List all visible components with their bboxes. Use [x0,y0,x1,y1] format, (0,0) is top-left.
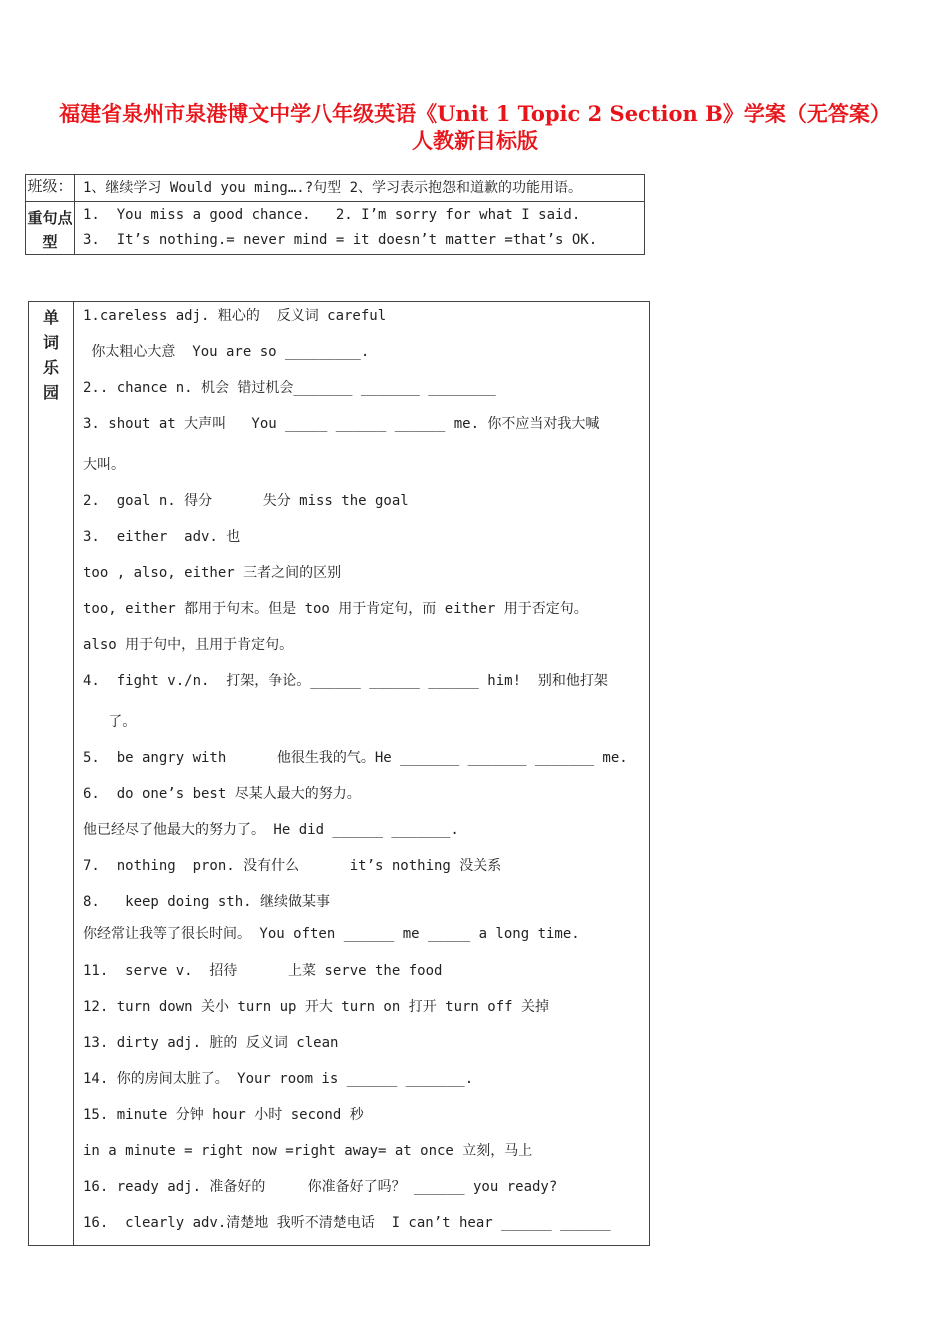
vocab-line: 14. 你的房间太脏了。 Your room is ______ _______. [83,1071,474,1087]
objectives-text [75,175,645,202]
objectives-line: 1、继续学习 Would you ming….?句型 2、学习表示抱怨和道歉的功能用语。 [83,180,583,196]
vocab-line: also 用于句中，且用于肯定句。 [83,637,294,653]
key-sentences-label: 重句点型 [26,202,75,255]
vocab-line: 2. goal n. 得分 失分 miss the goal [83,493,409,509]
vocab-line: 16. ready adj. 准备好的 你准备好了吗？ ______ you ready? [83,1179,558,1195]
vocab-line: 7. nothing pron. 没有什么 it’s nothing 没关系 [83,858,502,874]
vocabulary-row [29,302,650,1246]
vocab-line: 12. turn down 关小 turn up 开大 turn on 打开 turn off 关掉 [83,999,550,1015]
vocab-line: 3. either adv. 也 [83,529,241,545]
vocab-line: 8. keep doing sth. 继续做某事 [83,894,331,910]
vocab-line: 5. be angry with 他很生我的气。He _______ _______ _______ me. [83,750,628,766]
vocab-line: 大叫。 [83,457,125,473]
key-sentences-text [75,202,645,255]
vocab-line: 16. clearly adv.清楚地 我听不清楚电话 I can’t hear ______ ______ [83,1215,611,1231]
vocab-line: 他已经尽了他最大的努力了。 He did ______ _______. [83,822,459,838]
vocab-line: 6. do one’s best 尽某人最大的努力。 [83,786,361,802]
class-label: 班级： [26,175,75,202]
objectives-table [25,174,645,255]
vocabulary-table [28,301,650,1246]
document-title-line-1: 福建省泉州市泉港博文中学八年级英语《Unit 1 Topic 2 Section B》学案（无答案） [59,101,891,126]
vocab-line: 11. serve v. 招待 上菜 serve the food [83,963,443,979]
document-title-line-2: 人教新目标版 [412,128,538,153]
vocab-line: too , also, either 三者之间的区别 [83,565,342,581]
vocab-line: 4. fight v./n. 打架，争论。______ ______ ______ him! 别和他打架 [83,673,608,689]
vocab-line: 1.careless adj. 粗心的 反义词 careful [83,308,387,324]
objectives-row [26,175,645,202]
section-char: 词 [42,333,59,352]
vocabulary-section-label [29,302,74,1246]
vocab-line: too, either 都用于句末。但是 too 用于肯定句，而 either 用于否定句。 [83,601,588,617]
key-sentence-line-2: 3. It’s nothing.= never mind = it doesn’t matter =that’s OK. [83,232,598,248]
vocab-line: 2.. chance n. 机会 错过机会_______ _______ ________ [83,380,496,396]
vocab-line: 了。 [83,714,137,730]
vocab-line: 3. shout at 大声叫 You _____ ______ ______ me. 你不应当对我大喊 [83,416,600,432]
vocabulary-body [74,302,650,1246]
key-sentences-row [26,202,645,255]
vocab-line: 你太粗心大意 You are so _________. [83,344,370,360]
section-char: 园 [42,383,59,402]
vocab-line: 你经常让我等了很长时间。 You often ______ me _____ a long time. [83,926,580,942]
vocab-line: 13. dirty adj. 脏的 反义词 clean [83,1035,339,1051]
key-sentence-line-1: 1. You miss a good chance. 2. I’m sorry for what I said. [83,207,581,223]
section-char: 乐 [42,358,59,377]
section-char: 单 [42,308,59,327]
vocab-line: in a minute = right now =right away= at once 立刻，马上 [83,1143,533,1159]
vocab-line: 15. minute 分钟 hour 小时 second 秒 [83,1107,364,1123]
